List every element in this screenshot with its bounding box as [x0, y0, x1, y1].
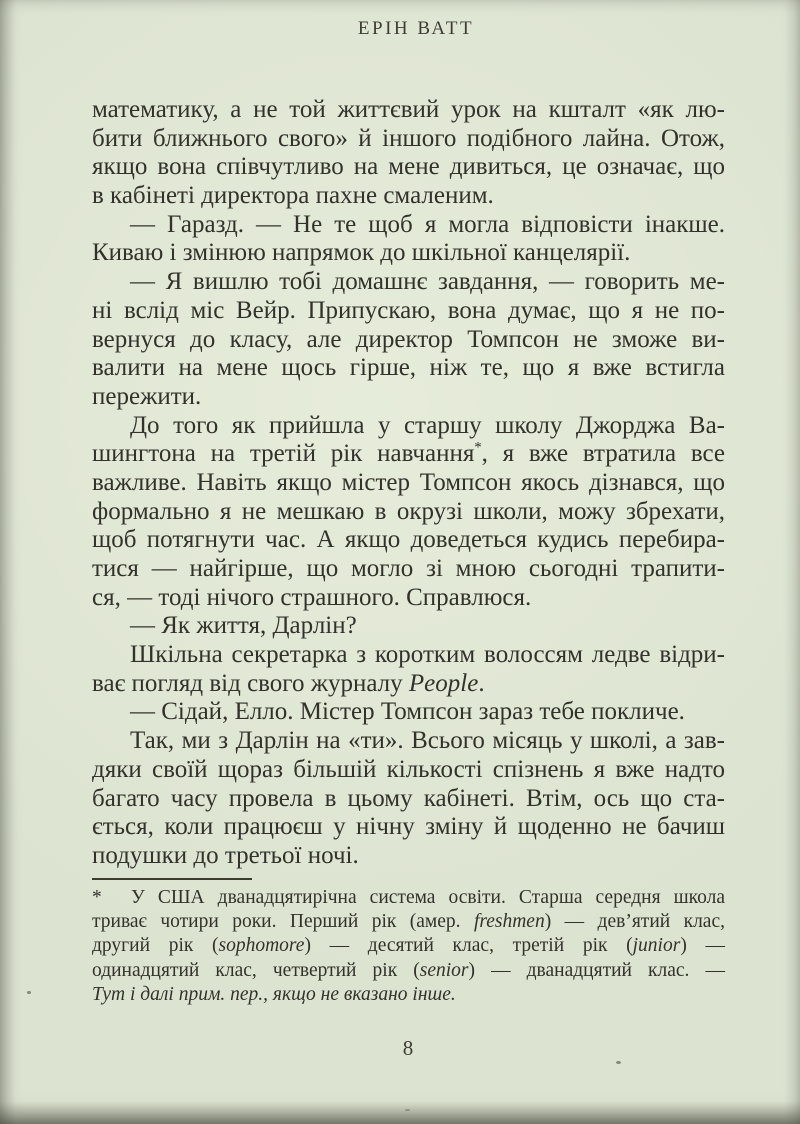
text-segment: якщо вона співчутливо на мене дивиться, це означає, що: [92, 153, 725, 181]
text-line: [92, 412, 725, 441]
text-segment: тися — найгірше, що могло зі мною сьогодні трапити-: [92, 555, 725, 582]
page-body: [92, 96, 725, 871]
text-segment: .: [478, 669, 485, 697]
text-segment: в кабінеті директора пахне смаленим.: [92, 182, 494, 210]
dust-speck: [405, 1109, 410, 1111]
paragraph: [92, 727, 725, 870]
text-line: [92, 96, 725, 125]
text-line: [92, 297, 725, 326]
text-line: [92, 959, 725, 983]
text-line: [92, 498, 725, 527]
text-segment: До того як прийшла у старшу школу Джорджа Ва-: [130, 411, 725, 439]
text-segment: ні вслід міс Вейр. Припускаю, вона думає, що я не по-: [92, 296, 725, 324]
text-segment: формально я не мешкаю в окрузі школи, можу збрехати,: [92, 497, 725, 525]
paragraph: [92, 211, 725, 268]
text-line: [92, 125, 725, 154]
dust-speck: [27, 991, 31, 994]
text-segment: математику, а не той життєвий урок на кшталт «як лю-: [92, 96, 725, 123]
text-segment: — Сідай, Елло. Містер Томпсон зараз тебе покличе.: [130, 698, 685, 726]
text-line: [92, 383, 725, 412]
text-segment: щоб потягнути час. А якщо доведеться кудись перебира-: [92, 526, 725, 554]
text-segment: Тут і далі прим. пер., якщо не вказано інше.: [92, 984, 456, 1006]
text-segment: другий рік (: [92, 935, 219, 957]
text-segment: багато часу провела в цьому кабінеті. Втім, ось що ста-: [92, 784, 725, 812]
text-line: [92, 698, 725, 727]
text-line: [92, 910, 725, 934]
text-segment: , я вже втратила все: [481, 440, 725, 468]
text-line: [92, 886, 725, 910]
text-line: [92, 440, 725, 469]
text-segment: ) — дев’ятий клас,: [544, 910, 725, 932]
paragraph: [92, 96, 725, 211]
paragraph: [92, 268, 725, 411]
text-line: [92, 756, 725, 785]
text-line: [92, 153, 725, 182]
footnote: [92, 886, 725, 1008]
text-line: [92, 354, 725, 383]
text-segment: ся, — тоді нічого страшного. Справлюся.: [92, 583, 532, 611]
text-segment: триває чотири роки. Перший рік (амер.: [92, 910, 474, 932]
text-line: [92, 983, 725, 1007]
text-segment: ) — десятий клас, третій рік (: [304, 935, 633, 957]
text-line: [92, 182, 725, 211]
text-segment: пережити.: [92, 382, 202, 410]
text-segment: одинадцятий клас, четвертий рік (: [92, 959, 420, 981]
paragraph: [92, 698, 725, 727]
text-line: [92, 211, 725, 240]
text-line: [92, 612, 725, 641]
text-line: [92, 785, 725, 814]
text-segment: валити на мене щось гірше, ніж те, що я вже встигла: [92, 354, 725, 382]
dust-speck: [616, 1061, 621, 1064]
text-segment: sophomore: [218, 935, 305, 957]
text-line: [92, 842, 725, 871]
footnote-divider: [92, 878, 252, 880]
text-segment: — Я вишлю тобі домашнє завдання, — говорить ме-: [130, 268, 725, 296]
paragraph: [92, 412, 725, 613]
text-line: [92, 813, 725, 842]
page-number: 8: [402, 1036, 414, 1060]
text-segment: ) —: [680, 935, 725, 957]
text-segment: Киваю і змінюю напрямок до шкільної канцелярії.: [92, 239, 631, 267]
text-segment: подушки до третьої ночі.: [92, 841, 359, 869]
text-segment: важливе. Навіть якщо містер Томпсон якось дізнався, що: [92, 468, 725, 496]
paragraph: [92, 612, 725, 641]
running-header: ЕРІН ВАТТ: [357, 18, 475, 39]
text-segment: Шкільна секретарка з коротким волоссям ледве відри-: [130, 641, 725, 669]
footnote-reference: *: [474, 439, 482, 456]
text-line: [92, 584, 725, 613]
text-segment: — Як життя, Дарлін?: [130, 612, 357, 640]
text-line: [92, 555, 725, 584]
text-segment: People: [408, 669, 479, 697]
text-line: [92, 934, 725, 958]
text-segment: ває погляд від свого журналу: [92, 669, 409, 697]
text-line: [92, 239, 725, 268]
text-line: [92, 641, 725, 670]
text-line: [92, 670, 725, 699]
text-segment: junior: [632, 935, 681, 957]
text-segment: — Гаразд. — Не те щоб я могла відповісти інакше.: [130, 210, 725, 238]
text-line: [92, 326, 725, 355]
text-line: [92, 727, 725, 756]
text-segment: senior: [419, 959, 469, 981]
text-segment: дяки своїй щораз більшій кількості спізнень я вже надто: [92, 755, 725, 783]
paragraph: [92, 641, 725, 698]
text-segment: шингтона на третій рік навчання: [92, 440, 475, 468]
text-segment: ) — дванадцятий клас. —: [468, 959, 725, 981]
text-segment: * У США дванадцятирічна система освіти. Старша середня школа: [92, 886, 725, 908]
text-line: [92, 268, 725, 297]
text-line: [92, 469, 725, 498]
text-segment: бити ближнього свого» й іншого подібного лайна. Отож,: [92, 124, 725, 152]
text-segment: ється, коли працюєш у нічну зміну й щоденно не бачиш: [92, 813, 725, 841]
text-line: [92, 526, 725, 555]
text-column: [92, 96, 725, 1008]
text-segment: freshmen: [473, 910, 545, 932]
text-segment: Так, ми з Дарлін на «ти». Всього місяць у школі, а зав-: [130, 727, 725, 755]
text-segment: вернуся до класу, але директор Томпсон не зможе ви-: [92, 325, 725, 353]
